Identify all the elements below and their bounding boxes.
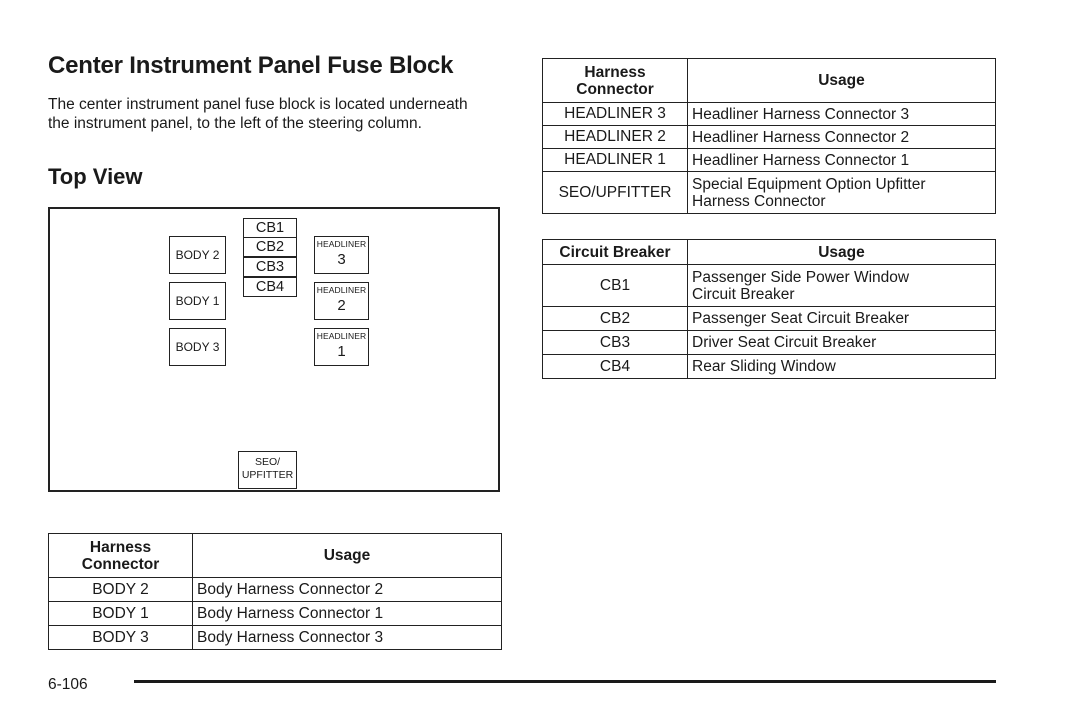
breaker-cb4: CB4 <box>243 277 297 297</box>
connector-seo-upfitter <box>238 451 297 489</box>
breaker-cb1: CB1 <box>243 218 297 238</box>
section-heading-top-view: Top View <box>48 164 143 189</box>
header-usage: Usage <box>193 534 502 578</box>
header-line: Connector <box>576 80 654 98</box>
table-row <box>543 149 996 172</box>
cell-usage <box>688 265 996 307</box>
breaker-cb2: CB2 <box>243 237 297 257</box>
connector-number: 3 <box>337 251 346 268</box>
table-row <box>49 626 502 650</box>
page-title: Center Instrument Panel Fuse Block <box>48 52 454 79</box>
cell-usage: Headliner Harness Connector 3 <box>688 103 996 126</box>
cell-usage: Passenger Seat Circuit Breaker <box>688 307 996 331</box>
cell-connector: BODY 3 <box>49 626 193 650</box>
fuse-block-diagram <box>48 207 500 492</box>
cell-breaker: CB3 <box>543 331 688 355</box>
header-usage: Usage <box>688 59 996 103</box>
fuse-body-3 <box>169 328 226 366</box>
table-row <box>543 355 996 379</box>
connector-label-line1: SEO/ <box>254 456 281 468</box>
table-row <box>543 172 996 214</box>
connector-headliner-1 <box>314 328 369 366</box>
cell-connector: SEO/UPFITTER <box>543 172 688 214</box>
connector-headliner-2 <box>314 282 369 320</box>
header-line: Harness <box>89 538 152 556</box>
connector-label-line2: UPFITTER <box>241 469 294 481</box>
cell-breaker: CB4 <box>543 355 688 379</box>
connector-label: HEADLINER <box>316 239 367 249</box>
usage-line: Passenger Side Power Window <box>692 268 910 286</box>
table-row <box>49 602 502 626</box>
table-row <box>543 307 996 331</box>
header-harness-connector <box>543 59 688 103</box>
body-harness-table <box>48 533 502 650</box>
intro-paragraph: The center instrument panel fuse block is located underneath the instrument panel, to the left of the steering column. <box>48 96 468 132</box>
header-line: Connector <box>81 555 160 573</box>
headliner-harness-table <box>542 58 996 214</box>
cell-connector: BODY 1 <box>49 602 193 626</box>
cell-usage: Rear Sliding Window <box>688 355 996 379</box>
breaker-cb3: CB3 <box>243 257 297 277</box>
usage-line: Circuit Breaker <box>692 285 795 303</box>
cell-connector: HEADLINER 1 <box>543 149 688 172</box>
table-row <box>543 103 996 126</box>
connector-label: HEADLINER <box>316 331 367 341</box>
cell-usage: Driver Seat Circuit Breaker <box>688 331 996 355</box>
connector-number: 1 <box>337 343 346 360</box>
usage-line: Harness Connector <box>692 192 826 210</box>
cell-usage: Body Harness Connector 3 <box>193 626 502 650</box>
footer-rule <box>134 680 996 683</box>
cell-connector: HEADLINER 2 <box>543 126 688 149</box>
fuse-body-1 <box>169 282 226 320</box>
header-harness-connector <box>49 534 193 578</box>
connector-label: HEADLINER <box>316 285 367 295</box>
fuse-body-2 <box>169 236 226 274</box>
connector-headliner-3 <box>314 236 369 274</box>
cell-usage: Body Harness Connector 2 <box>193 578 502 602</box>
cell-usage: Headliner Harness Connector 1 <box>688 149 996 172</box>
page-number: 6-106 <box>48 676 88 693</box>
cell-connector: HEADLINER 3 <box>543 103 688 126</box>
table-row <box>543 331 996 355</box>
header-line: Harness <box>584 63 646 81</box>
cell-connector: BODY 2 <box>49 578 193 602</box>
table-row <box>543 265 996 307</box>
cell-breaker: CB2 <box>543 307 688 331</box>
header-usage: Usage <box>688 240 996 265</box>
usage-line: Special Equipment Option Upfitter <box>692 175 926 193</box>
table-row <box>543 126 996 149</box>
fuse-label: BODY 1 <box>175 294 220 308</box>
circuit-breaker-table <box>542 239 996 379</box>
connector-number: 2 <box>337 297 346 314</box>
table-row <box>49 578 502 602</box>
cell-usage: Body Harness Connector 1 <box>193 602 502 626</box>
cell-usage: Headliner Harness Connector 2 <box>688 126 996 149</box>
header-circuit-breaker: Circuit Breaker <box>543 240 688 265</box>
cell-breaker: CB1 <box>543 265 688 307</box>
fuse-label: BODY 3 <box>175 340 220 354</box>
cell-usage <box>688 172 996 214</box>
fuse-label: BODY 2 <box>175 248 220 262</box>
